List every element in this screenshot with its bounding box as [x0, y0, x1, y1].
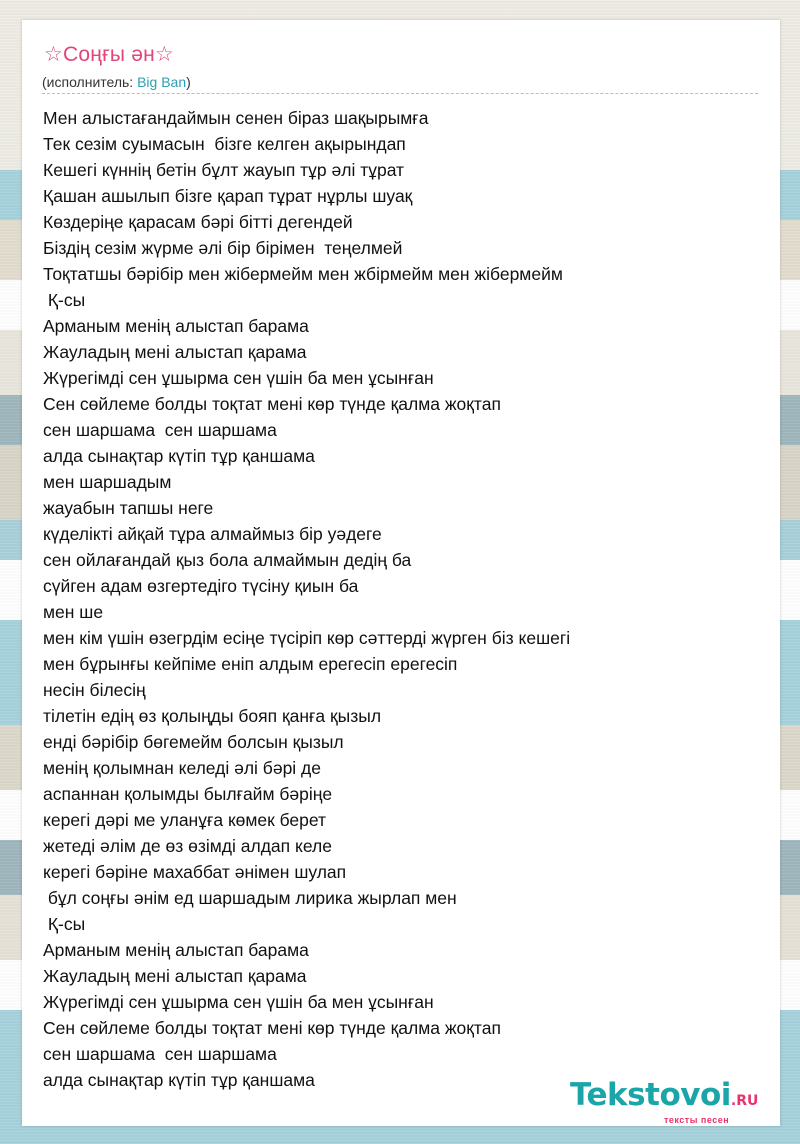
lyric-line: Көздеріңе қарасам бәрі бітті дегендей [43, 212, 353, 232]
lyric-line: Жауладың мені алыстап қарама [43, 966, 307, 986]
lyric-line: Біздің сезім жүрме әлі бір бірімен теңелмей [43, 238, 403, 258]
lyric-line: мен шаршадым [43, 472, 172, 492]
lyric-line: Жүрегімді сен ұшырма сен үшін ба мен ұсынған [43, 992, 434, 1012]
lyric-line: алда сынақтар күтіп тұр қаншама [43, 446, 315, 466]
lyric-line: Қашан ашылып бізге қарап тұрат нұрлы шуақ [43, 186, 413, 206]
logo-subtitle: тексты песен [664, 1115, 730, 1125]
lyric-line: сен шаршама сен шаршама [43, 420, 277, 440]
lyric-line: керегі бәріне махаббат әнімен шулап [43, 862, 347, 882]
lyric-line: алда сынақтар күтіп тұр қаншама [43, 1070, 315, 1090]
lyric-line: мен бұрынғы кейпіме еніп алдым ерегесіп ерегесіп [43, 654, 458, 674]
lyric-line: аспаннан қолымды былғайм бәріңе [43, 784, 333, 804]
lyric-line: Қ-сы [43, 914, 86, 934]
lyric-line: менің қолымнан келеді әлі бәрі де [43, 758, 321, 778]
lyric-line: Жүрегімді сен ұшырма сен үшін ба мен ұсынған [43, 368, 434, 388]
lyric-line: Қ-сы [43, 290, 86, 310]
artist-link[interactable]: Big Ban [137, 74, 187, 90]
lyric-line: Мен алыстағандаймын сенен біраз шақырымға [43, 108, 429, 128]
artist-prefix: (исполнитель: [42, 74, 138, 90]
lyrics-sheet [22, 20, 780, 1126]
artist-suffix: ) [186, 74, 191, 90]
logo-tld: .RU [730, 1093, 759, 1109]
lyric-line: енді бәрібір бөгемейм болсын қызыл [43, 732, 344, 752]
lyric-line: мен кім үшін өзегрдім есіңе түсіріп көр сәттерді жүрген біз кешегі [43, 628, 571, 648]
lyric-line: Сен сөйлеме болды тоқтат мені көр түнде қалма жоқтап [43, 394, 501, 414]
site-logo[interactable] [570, 1077, 780, 1125]
lyric-line: Сен сөйлеме болды тоқтат мені көр түнде қалма жоқтап [43, 1018, 501, 1038]
lyric-line: мен ше [43, 602, 104, 622]
logo-wordmark: Tekstovoi [570, 1077, 731, 1113]
lyric-line: жауабын тапшы неге [43, 498, 214, 518]
lyric-line: Тоқтатшы бәрібір мен жібермейм мен жбірмейм мен жібермейм [43, 264, 563, 284]
lyric-line: бұл соңғы әнім ед шаршадым лирика жырлап мен [43, 888, 457, 908]
lyric-line: керегі дәрі ме уланұға көмек берет [43, 810, 327, 830]
lyric-line: Арманым менің алыстап барама [43, 316, 309, 336]
lyric-line: күделікті айқай тұра алмаймыз бір уәдеге [43, 524, 382, 544]
lyrics-text [43, 105, 570, 1093]
lyric-line: сен шаршама сен шаршама [43, 1044, 277, 1064]
lyric-line: сен ойлағандай қыз бола алмаймын дедің ба [43, 550, 412, 570]
lyric-line: тілетін едің өз қолыңды бояп қанға қызыл [43, 706, 382, 726]
lyric-line: несін білесің [43, 680, 146, 700]
lyric-line: Тек сезім суымасын бізге келген ақырындап [43, 134, 406, 154]
artist-line [42, 74, 191, 90]
title-divider [42, 93, 758, 94]
song-title: ☆Соңғы ән☆ [44, 43, 174, 66]
lyric-line: сүйген адам өзгертедіго түсіну қиын ба [43, 576, 359, 596]
lyric-line: Арманым менің алыстап барама [43, 940, 309, 960]
lyric-line: Кешегі күннің бетін бұлт жауып тұр әлі тұрат [43, 160, 405, 180]
lyric-line: жетеді әлім де өз өзімді алдап келе [43, 836, 332, 856]
lyric-line: Жауладың мені алыстап қарама [43, 342, 307, 362]
